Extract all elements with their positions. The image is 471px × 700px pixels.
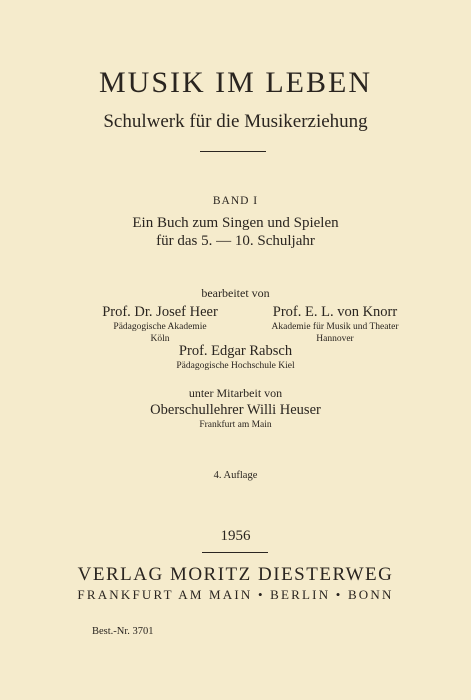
editor-name: Prof. E. L. von Knorr — [272, 304, 398, 320]
editor-institution-city: Köln — [150, 334, 170, 344]
editor-institution: Pädagogische Akademie — [113, 322, 207, 332]
year-divider — [202, 552, 268, 553]
editor-name: Prof. Edgar Rabsch — [178, 343, 293, 359]
collaborator-location: Frankfurt am Main — [199, 420, 272, 430]
description-line-2: für das 5. — 10. Schuljahr — [156, 233, 315, 249]
title-divider — [200, 151, 266, 152]
editor-institution: Akademie für Musik und Theater — [271, 322, 399, 332]
editor-heer — [65, 303, 255, 345]
edition-label: 4. Auflage — [213, 470, 258, 481]
edited-by-label: bearbeitet von — [201, 286, 270, 300]
editor-name: Prof. Dr. Josef Heer — [102, 304, 218, 320]
collaborator-name: Oberschullehrer Willi Heuser — [150, 402, 321, 418]
volume-label: BAND I — [212, 195, 259, 207]
editor-institution-city: Hannover — [316, 334, 354, 344]
editor-institution: Pädagogische Hochschule Kiel — [176, 361, 295, 371]
collaboration-label: unter Mitarbeit von — [188, 386, 283, 400]
book-subtitle: Schulwerk für die Musikerziehung — [103, 111, 368, 132]
editor-knorr — [235, 303, 435, 345]
editor-rabsch — [0, 342, 471, 372]
publication-year: 1956 — [220, 528, 251, 544]
description-line-1: Ein Buch zum Singen und Spielen — [132, 215, 339, 231]
book-title: MUSIK IM LEBEN — [99, 66, 372, 99]
publisher-cities: FRANKFURT AM MAIN • BERLIN • BONN — [77, 587, 394, 602]
order-number: Best.-Nr. 3701 — [92, 626, 154, 637]
publisher-name: VERLAG MORITZ DIESTERWEG — [77, 564, 394, 585]
collaborator — [0, 401, 471, 431]
